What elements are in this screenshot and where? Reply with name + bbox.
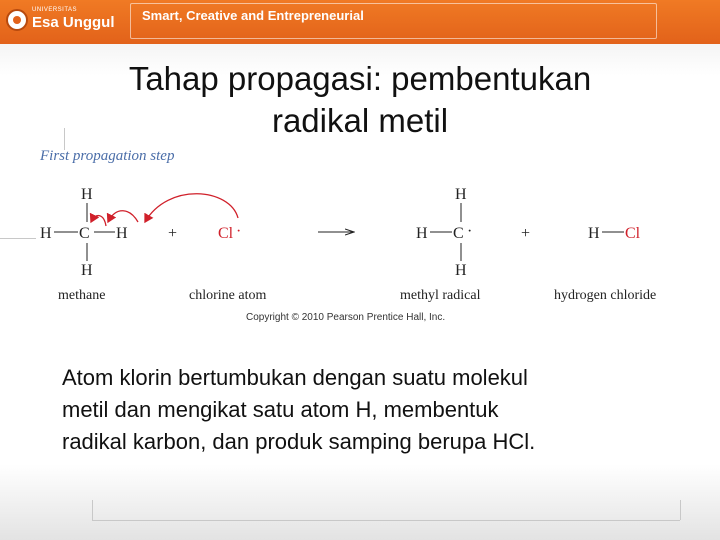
hcl-chlorine: Cl	[625, 225, 641, 242]
methane-h-top: H	[81, 186, 93, 203]
logo-name: Esa Unggul	[32, 14, 115, 31]
header-bar	[0, 0, 720, 44]
background-line	[92, 500, 93, 520]
chlorine-atom: Cl	[218, 225, 234, 242]
logo-emblem-icon	[6, 9, 28, 31]
background-line	[92, 520, 680, 521]
methane-h-bottom: H	[81, 262, 93, 279]
methyl-h-top: H	[455, 186, 467, 203]
body-line: Atom klorin bertumbukan dengan suatu molekul	[62, 365, 528, 390]
body-line: metil dan mengikat satu atom H, membentuk	[62, 397, 499, 422]
methane-carbon: C	[79, 225, 90, 242]
methyl-h-bottom: H	[455, 262, 467, 279]
label-chlorine-atom: chlorine atom	[189, 288, 267, 303]
title-line: Tahap propagasi: pembentukan	[128, 60, 592, 97]
electron-arrow-icon	[145, 194, 238, 222]
title-line: radikal metil	[271, 102, 449, 139]
background-line	[680, 500, 681, 520]
step-label: First propagation step	[40, 148, 175, 164]
header-tagline: Smart, Creative and Entrepreneurial	[142, 8, 364, 23]
methyl-h-left: H	[416, 225, 428, 242]
radical-dot: ·	[467, 223, 473, 240]
plus-sign: +	[521, 225, 531, 242]
copyright-notice: Copyright © 2010 Pearson Prentice Hall, Inc.	[246, 312, 446, 323]
methyl-carbon: C	[453, 225, 464, 242]
electron-arrow-icon	[91, 216, 106, 226]
label-hydrogen-chloride: hydrogen chloride	[554, 288, 657, 303]
slide-title	[60, 58, 660, 142]
body-line: radikal karbon, dan produk samping berupa HCl.	[62, 429, 536, 454]
electron-arrow-icon	[108, 211, 138, 222]
label-methyl-radical: methyl radical	[400, 288, 481, 303]
reaction-diagram	[0, 140, 720, 330]
plus-sign: +	[168, 225, 178, 242]
logo-subtitle: UNIVERSITAS	[32, 7, 78, 13]
hcl-hydrogen: H	[588, 225, 600, 242]
university-logo[interactable]	[6, 6, 122, 36]
body-paragraph	[62, 362, 662, 458]
methane-h-right: H	[116, 225, 128, 242]
label-methane: methane	[58, 288, 106, 303]
radical-dot: ·	[236, 223, 242, 240]
methane-h-left: H	[40, 225, 52, 242]
